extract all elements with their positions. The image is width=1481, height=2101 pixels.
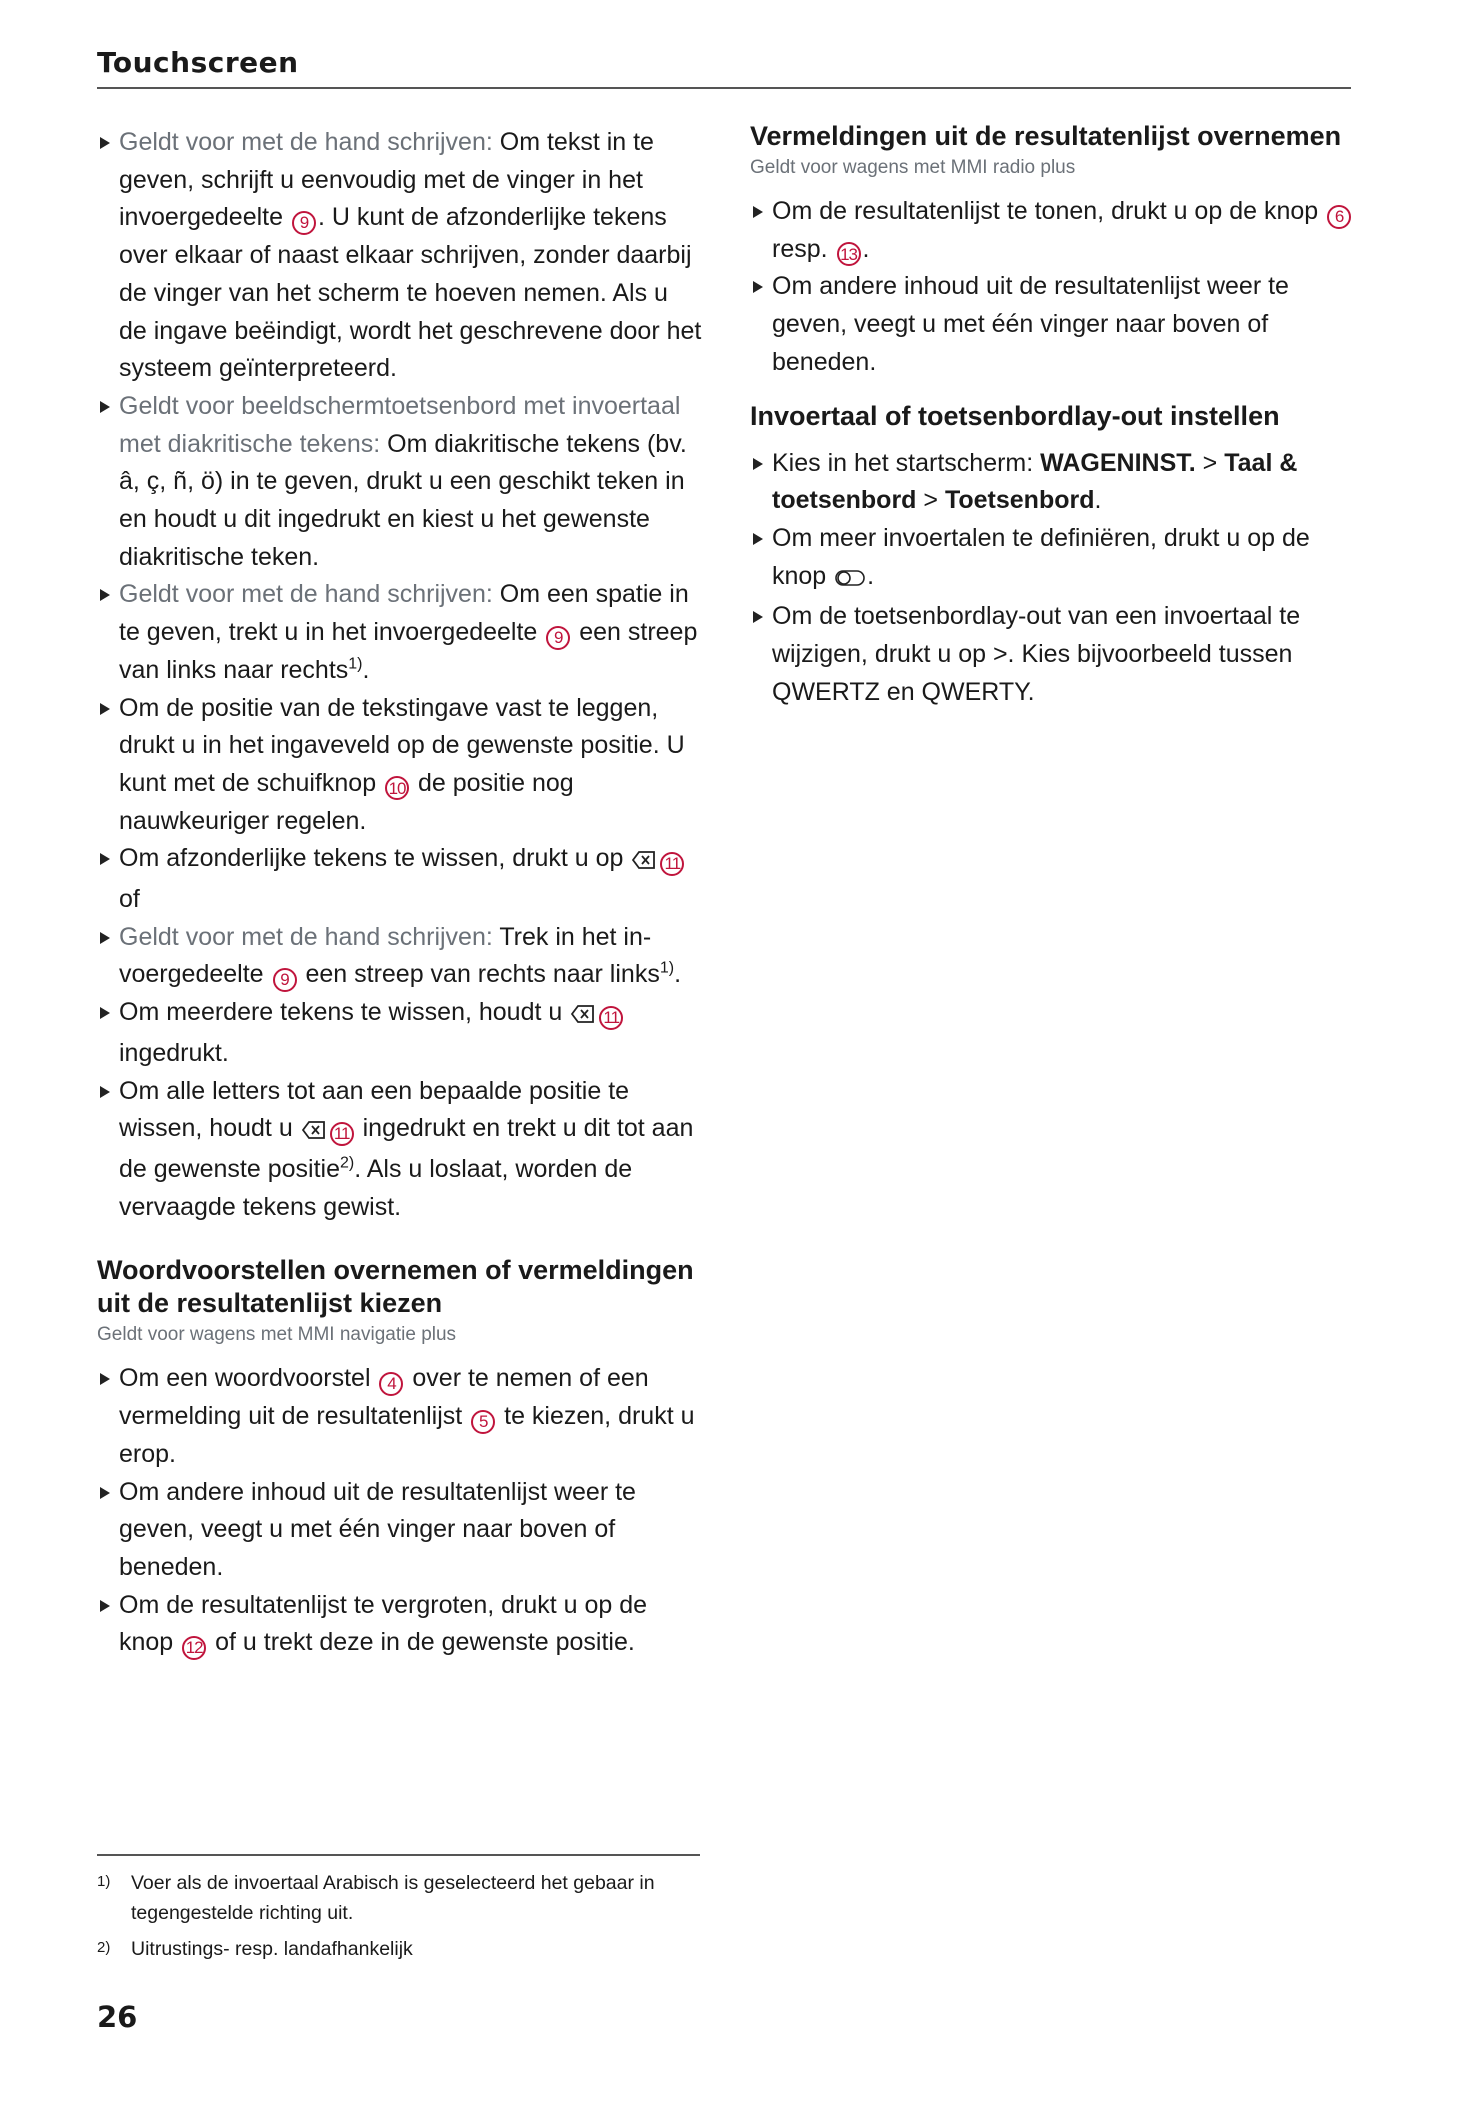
list-item (97, 994, 702, 1072)
footnote-divider (97, 1854, 700, 1856)
header-divider (97, 87, 1351, 89)
body-text: Om andere inhoud uit de resultatenlijst weer te geven, veegt u met één vinger naar boven of beneden. (119, 1477, 636, 1581)
backspace-icon (571, 997, 595, 1035)
instruction-list (97, 1360, 702, 1662)
menu-path: Toetsenbord (944, 486, 1095, 515)
footnote-ref: 2) (339, 1154, 355, 1172)
list-item (97, 1073, 702, 1227)
body-text: Om diakritische tekens (bv. â, ç, ñ, ö) in te geven, drukt u een geschikt teken in en houdt u dit ingedrukt en kiest u het gewenste diakritische teken. (119, 429, 687, 571)
footnote-1: 1) Voer als de invoertaal Arabisch is geselecteerd het gebaar in tegengestelde richting uit. (97, 1872, 655, 1924)
callout-number: 11 (599, 1006, 623, 1030)
body-text: . (674, 960, 682, 989)
section-subtitle: Geldt voor wagens met MMI radio plus (750, 157, 1076, 178)
body-text: resp. (772, 234, 835, 263)
body-text: . (867, 561, 875, 590)
body-text: Om de toetsenbordlay-out van een invoertaal te wijzigen, drukt u op >. Kies bijvoorbeeld tussen QWERTZ en QWERTY. (772, 602, 1301, 706)
body-text: Om alle letters tot aan een bepaalde positie te wissen, houdt u (119, 1076, 630, 1143)
list-item (97, 690, 702, 841)
body-text: Om tekst in te geven, schrijft u eenvoudig met de vinger in het invoergedeelte (119, 128, 654, 232)
right-column (750, 120, 1355, 711)
applicability-note: Geldt voor met de hand schrijven: (119, 580, 500, 609)
page-header-title: Touchscreen (97, 46, 299, 79)
callout-number: 13 (837, 242, 861, 266)
list-item (97, 1587, 702, 1662)
instruction-list (750, 445, 1355, 712)
section-heading: Vermeldingen uit de resultatenlijst overnemen (750, 121, 1342, 151)
body-text: Om meer invoertalen te definiëren, drukt u op de knop (772, 523, 1310, 590)
body-text: Om afzonderlijke tekens te wissen, drukt u op (119, 844, 631, 873)
instruction-list (750, 193, 1355, 382)
list-item (97, 840, 702, 918)
page-number: 26 (97, 2000, 138, 2034)
callout-number: 9 (273, 968, 297, 992)
body-text: . Als u loslaat, worden de vervaagde tekens gewist. (119, 1154, 633, 1221)
body-text: Om de resultatenlijst te vergroten, drukt u op de knop (119, 1590, 648, 1657)
callout-number: 4 (379, 1372, 403, 1396)
callout-number: 11 (660, 852, 684, 876)
applicability-note: Geldt voor met de hand schrijven: (119, 128, 500, 156)
footnote-text: Voer als de invoertaal Arabisch is geselecteerd het gebaar in tegengestelde richting uit. (131, 1872, 655, 1924)
menu-path: WAGENINST. (1040, 448, 1196, 477)
applicability-note: Geldt voor beeldschermtoetsenbord met invoertaal met diakritische tekens: (119, 391, 681, 458)
body-text: of (119, 885, 140, 914)
footnote-2: 2) Uitrustings- resp. landafhankelijk (97, 1938, 413, 1960)
backspace-icon (632, 843, 656, 881)
body-text: . (362, 655, 370, 684)
list-item (750, 445, 1355, 520)
callout-number: 9 (546, 626, 570, 650)
list-item (97, 124, 702, 388)
body-text: Om meerdere tekens te wissen, houdt u (119, 998, 570, 1027)
list-item (97, 1360, 702, 1473)
instruction-list (97, 124, 702, 1226)
body-text: > (1195, 448, 1225, 477)
body-text: ingedrukt en trekt u dit tot aan de gewenste positie (119, 1114, 694, 1183)
list-item (750, 193, 1355, 268)
backspace-icon (302, 1113, 326, 1151)
footnote-ref: 1) (659, 960, 675, 978)
body-text: Trek in het invoergedeelte (119, 922, 652, 989)
list-item (750, 520, 1355, 598)
toggle-icon (835, 561, 865, 599)
body-text: Om andere inhoud uit de resultatenlijst weer te geven, veegt u met één vinger naar boven of beneden. (772, 272, 1289, 376)
section-heading: Invoertaal of toetsenbordlay-out instellen (750, 400, 1280, 431)
footnote-text: Uitrustings- resp. landafhankelijk (131, 1938, 413, 1960)
body-text: over te nemen of een vermelding uit de resultatenlijst (119, 1364, 649, 1431)
body-text: Om de resultatenlijst te tonen, drukt u op de knop (772, 197, 1326, 225)
callout-number: 9 (292, 211, 316, 235)
menu-path: Taal & toetsenbord (772, 448, 1298, 515)
body-text: de positie nog nauwkeuriger regelen. (119, 768, 574, 835)
list-item (97, 919, 702, 994)
list-item (750, 268, 1355, 381)
body-text: ingedrukt. (119, 1038, 229, 1067)
body-text: > (916, 486, 945, 515)
list-item (97, 576, 702, 689)
section-heading: Woordvoorstellen overnemen of vermeldingen uit de resultatenlijst kiezen (97, 1255, 694, 1319)
left-column (97, 124, 702, 1662)
body-text: Kies in het startscherm: (772, 448, 1041, 477)
section-subtitle: Geldt voor wagens met MMI navigatie plus (97, 1324, 457, 1346)
callout-number: 12 (182, 1636, 206, 1660)
body-text: Om een woordvoorstel (119, 1364, 378, 1393)
body-text: een streep van rechts naar links (298, 960, 660, 989)
body-text: een streep van links naar rechts (119, 618, 698, 684)
list-item (750, 598, 1355, 711)
list-item (97, 1474, 702, 1587)
body-text: te kiezen, drukt u erop. (119, 1402, 695, 1468)
callout-number: 10 (385, 776, 409, 800)
list-item (97, 388, 702, 577)
footnote-ref: 1) (348, 655, 363, 673)
body-text: Om de positie van de tekstingave vast te leggen, drukt u in het ingaveveld op de gewenste positie. U kunt met de schuifknop (119, 693, 685, 797)
body-text: Om een spatie in te geven, trekt u in het invoergedeelte (119, 580, 689, 647)
applicability-note: Geldt voor met de hand schrijven: (119, 922, 500, 951)
body-text: of u trekt deze in de gewenste positie. (208, 1628, 635, 1657)
body-text: . (862, 234, 870, 263)
callout-number: 5 (471, 1410, 495, 1434)
callout-number: 6 (1327, 205, 1351, 229)
body-text: . U kunt de afzonderlijke tekens over elkaar of naast elkaar schrijven, zonder daarbij de vinger van het scherm te hoeven nemen. Als u de ingave beëindigt, wordt het geschrevene door het systeem geïnterpreteerd. (119, 203, 702, 383)
body-text: . (1094, 486, 1102, 515)
callout-number: 11 (330, 1122, 354, 1146)
